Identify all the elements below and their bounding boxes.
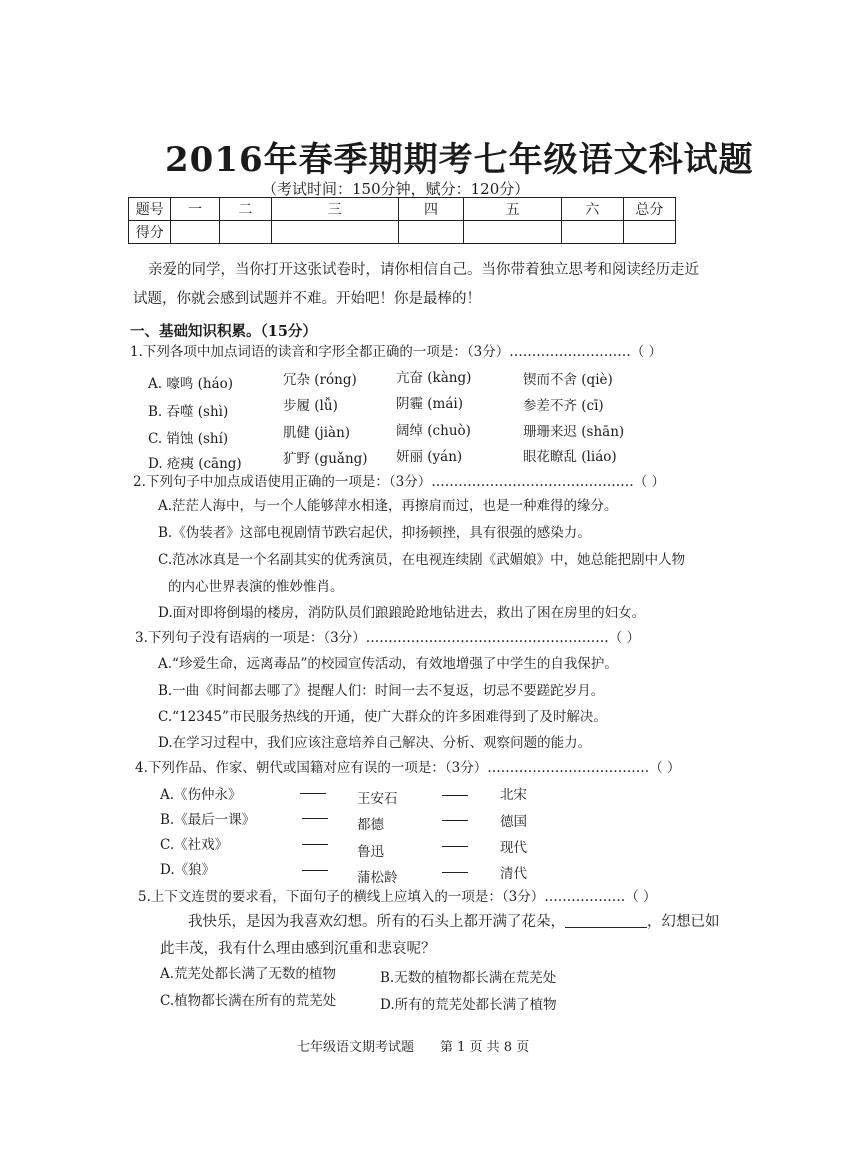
q1-a-2: 冗杂 (róng) <box>283 372 357 388</box>
q1-b-2: 步履 (lǚ) <box>283 398 338 414</box>
q4-a-author: 王安石 <box>357 791 398 807</box>
exam-subtitle: （考试时间：150分钟，赋分：120分） <box>262 180 530 198</box>
score-blank <box>623 221 675 244</box>
q1-d-1: D. 疮痍 (cāng) <box>148 456 242 472</box>
score-cell: 得分 <box>129 221 171 244</box>
q4-d-work: D.《狼》 <box>160 862 216 878</box>
score-blank <box>271 221 398 244</box>
q4-dash <box>442 795 468 796</box>
q1-b-4: 参差不齐 (cī) <box>523 398 604 414</box>
score-blank <box>219 221 271 244</box>
q4-dash <box>302 870 328 871</box>
score-cell: 四 <box>398 198 464 221</box>
q4-b-author: 都德 <box>357 817 384 833</box>
q4-d-era: 清代 <box>500 866 527 882</box>
q5-option-d: D.所有的荒芜处都长满了植物 <box>380 997 557 1013</box>
score-table <box>128 197 676 244</box>
q3-option-a: A.“珍爱生命，远离毒品”的校园宣传活动，有效地增强了中学生的自我保护。 <box>158 656 618 672</box>
q5-option-b: B.无数的植物都长满在荒芜处 <box>380 970 557 986</box>
score-cell: 总分 <box>623 198 675 221</box>
q1-a-4: 锲而不舍 (qiè) <box>523 372 613 388</box>
score-cell: 五 <box>464 198 561 221</box>
q2-option-c-line1: C.范冰冰真是一个名副其实的优秀演员，在电视连续剧《武媚娘》中，她总能把剧中人物 <box>158 552 686 568</box>
q1-c-2: 肌健 (jiàn) <box>283 425 351 441</box>
q4-c-era: 现代 <box>500 840 527 856</box>
score-table-score-row <box>129 221 676 244</box>
q1-d-3: 妍丽 (yán) <box>396 449 463 465</box>
q5-passage-line1 <box>188 910 720 931</box>
q4-dash <box>302 818 328 819</box>
q1-a-3: 亢奋 (kàng) <box>396 370 472 386</box>
q4-c-work: C.《社戏》 <box>160 837 229 853</box>
q2-stem: 2.下列句子中加点成语使用正确的一项是：（3分）………………………………………（ ） <box>133 474 666 490</box>
q5-option-a: A.荒芜处都长满了无数的植物 <box>160 966 337 982</box>
q1-d-2: 犷野 (guǎng) <box>283 451 368 467</box>
score-cell: 一 <box>171 198 219 221</box>
q3-option-d: D.在学习过程中，我们应该注意培养自己解决、分析、观察问题的能力。 <box>158 735 592 751</box>
q4-dash <box>300 793 326 794</box>
q4-dash <box>442 872 468 873</box>
q4-d-author: 蒲松龄 <box>357 870 398 886</box>
score-blank <box>171 221 219 244</box>
q1-a-1: A. 嚎鸣 (háo) <box>148 376 234 392</box>
q4-c-author: 鲁迅 <box>357 844 384 860</box>
score-blank <box>398 221 464 244</box>
q1-b-3: 阴霾 (mái) <box>396 396 463 412</box>
score-table-header-row <box>129 198 676 221</box>
q1-c-3: 阔绰 (chuò) <box>396 423 471 439</box>
q2-option-c-line2: 的内心世界表演的惟妙惟肖。 <box>168 579 344 595</box>
q1-stem: 1.下列各项中加点词语的读音和字形全都正确的一项是：（3分）………………………（ ） <box>130 344 663 360</box>
q5-passage-line2: 此丰茂，我有什么理由感到沉重和悲哀呢？ <box>160 941 436 957</box>
exam-title: 2016年春季期期考七年级语文科试题 <box>165 140 754 180</box>
score-blank <box>561 221 623 244</box>
score-cell: 题号 <box>129 198 171 221</box>
q4-dash <box>442 820 468 821</box>
score-blank <box>464 221 561 244</box>
q4-dash <box>442 846 468 847</box>
q4-stem: 4.下列作品、作家、朝代或国籍对应有误的一项是：（3分）………………………………（ ） <box>135 760 681 776</box>
intro-line-2: 试题，你就会感到试题并不难。开始吧！你是最棒的！ <box>133 291 481 307</box>
q2-option-d: D.面对即将倒塌的楼房，消防队员们踉踉跄跄地钻进去，救出了困在房里的妇女。 <box>158 605 646 621</box>
q3-option-c: C.“12345”市民服务热线的开通，使广大群众的许多困难得到了及时解决。 <box>158 709 607 725</box>
q4-a-era: 北宋 <box>500 787 527 803</box>
q5-option-c: C.植物都长满在所有的荒芜处 <box>160 993 337 1009</box>
q3-option-b: B.一曲《时间都去哪了》提醒人们：时间一去不复返，切忌不要蹉跎岁月。 <box>158 683 605 699</box>
q5-stem: 5.上下文连贯的要求看，下面句子的横线上应填入的一项是：（3分）………………（ ） <box>138 889 657 905</box>
score-cell: 三 <box>271 198 398 221</box>
q1-d-4: 眼花瞭乱 (liáo) <box>523 449 617 465</box>
q1-b-1: B. 吞噬 (shì) <box>148 404 229 420</box>
page-footer: 七年级语文期考试题 第 1 页 共 8 页 <box>297 1040 530 1055</box>
q5-passage-text-a: 我快乐，是因为我喜欢幻想。所有的石头上都开满了花朵， <box>188 914 565 930</box>
q5-passage-text-b: ，幻想已如 <box>647 914 720 930</box>
q2-option-a: A.茫茫人海中，与一个人能够萍水相逢，再擦肩而过，也是一种难得的缘分。 <box>158 498 618 514</box>
section-1-title: 一、基础知识积累。（15分） <box>130 323 317 340</box>
q4-b-work: B.《最后一课》 <box>160 812 256 828</box>
q3-stem: 3.下列句子没有语病的一项是：（3分）………………………………………………（ ） <box>135 630 641 646</box>
q1-c-1: C. 销蚀 (shí) <box>148 431 229 447</box>
q4-dash <box>302 844 328 845</box>
score-cell: 二 <box>219 198 271 221</box>
intro-line-1: 亲爱的同学，当你打开这张试卷时，请你相信自己。当你带着独立思考和阅读经历走近 <box>148 262 699 278</box>
q1-c-4: 珊珊来迟 (shān) <box>523 424 625 440</box>
q4-b-era: 德国 <box>500 814 527 830</box>
score-cell: 六 <box>561 198 623 221</box>
q4-a-work: A.《伤仲永》 <box>160 787 242 803</box>
q5-answer-blank <box>565 927 647 928</box>
q2-option-b: B.《伪装者》这部电视剧情节跌宕起伏，抑扬顿挫，具有很强的感染力。 <box>158 525 591 541</box>
